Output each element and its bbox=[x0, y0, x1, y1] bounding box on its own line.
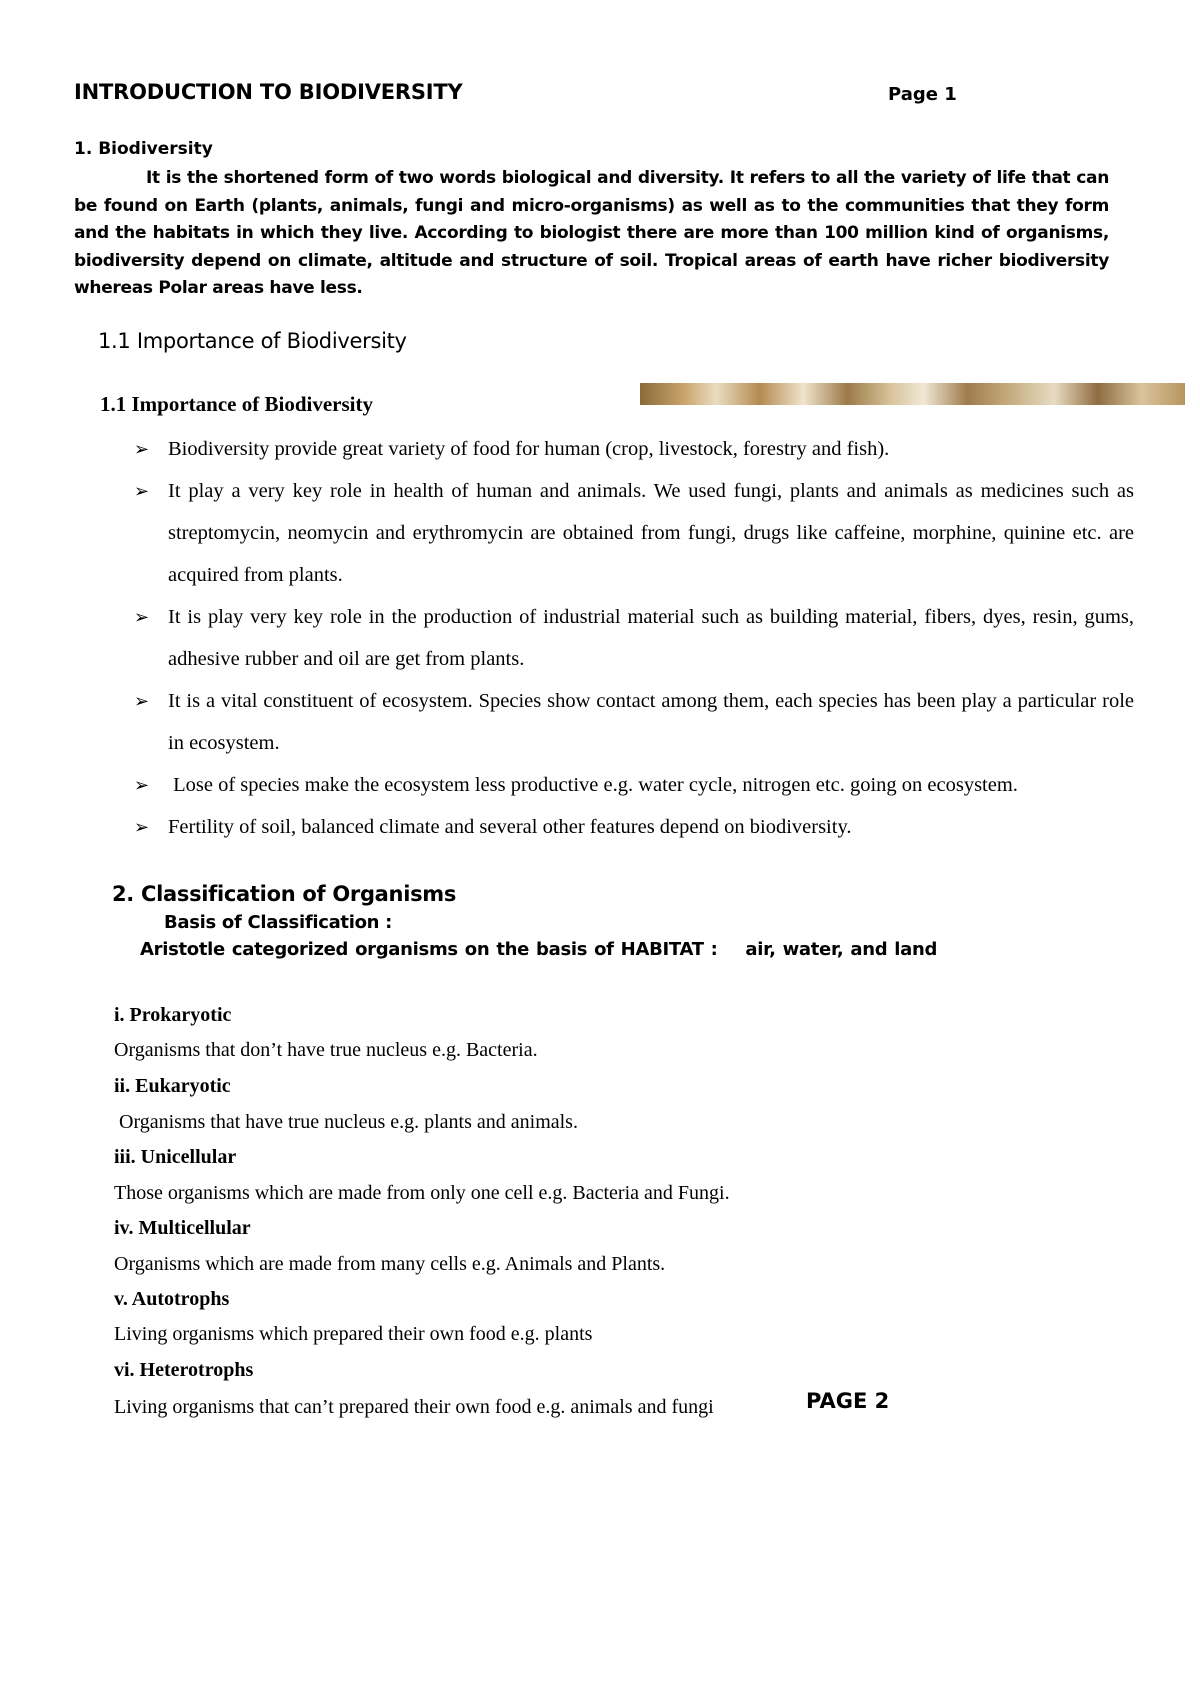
classification-title-heterotrophs: vi. Heterotrophs bbox=[114, 1359, 254, 1381]
classification-desc-multicellular: Organisms which are made from many cells e.g. Animals and Plants. bbox=[114, 1253, 666, 1275]
list-item bbox=[134, 764, 1134, 806]
bullet-text: Lose of species make the ecosystem less productive e.g. water cycle, nitrogen etc. going on ecosystem. bbox=[168, 774, 1018, 796]
basis-of-classification-label: Basis of Classification : bbox=[164, 912, 393, 933]
arrow-bullet-icon: ➢ bbox=[134, 775, 150, 795]
classification-desc-prokaryotic: Organisms that don’t have true nucleus e.g. Bacteria. bbox=[114, 1039, 538, 1061]
classification-title-autotrophs: v. Autotrophs bbox=[114, 1288, 230, 1310]
classification-title-unicellular: iii. Unicellular bbox=[114, 1146, 237, 1168]
list-item bbox=[134, 428, 1134, 470]
arrow-bullet-icon: ➢ bbox=[134, 817, 150, 837]
classification-desc-autotrophs: Living organisms which prepared their own food e.g. plants bbox=[114, 1323, 593, 1345]
list-item bbox=[134, 596, 1134, 680]
classification-title-multicellular: iv. Multicellular bbox=[114, 1217, 251, 1239]
arrow-bullet-icon: ➢ bbox=[134, 607, 150, 627]
classification-desc-unicellular: Those organisms which are made from only one cell e.g. Bacteria and Fungi. bbox=[114, 1182, 730, 1204]
list-item bbox=[134, 806, 1134, 848]
bullet-text: Fertility of soil, balanced climate and several other features depend on biodiversity. bbox=[168, 816, 852, 838]
section-heading-importance: 1.1 Importance of Biodiversity bbox=[98, 329, 407, 353]
aristotle-habitat-line: Aristotle categorized organisms on the basis of HABITAT : air, water, and land bbox=[140, 939, 938, 960]
arrow-bullet-icon: ➢ bbox=[134, 439, 150, 459]
section-heading-biodiversity: 1. Biodiversity bbox=[74, 139, 213, 159]
document-title: INTRODUCTION TO BIODIVERSITY bbox=[74, 80, 463, 104]
section-heading-classification: 2. Classification of Organisms bbox=[112, 882, 457, 906]
arrow-bullet-icon: ➢ bbox=[134, 691, 150, 711]
list-item bbox=[134, 470, 1134, 596]
bullet-text: Biodiversity provide great variety of food for human (crop, livestock, forestry and fish). bbox=[168, 438, 890, 460]
nature-photo-strip bbox=[640, 383, 1185, 405]
section-heading-importance-serif: 1.1 Importance of Biodiversity bbox=[100, 392, 373, 416]
list-item bbox=[134, 680, 1134, 764]
arrow-bullet-icon: ➢ bbox=[134, 481, 150, 501]
bullet-text: It is a vital constituent of ecosystem. Species show contact among them, each species has been play a particular role in ecosystem. bbox=[168, 690, 1134, 754]
classification-title-prokaryotic: i. Prokaryotic bbox=[114, 1004, 232, 1026]
classification-desc-eukaryotic: Organisms that have true nucleus e.g. plants and animals. bbox=[114, 1111, 578, 1133]
classification-desc-heterotrophs: Living organisms that can’t prepared their own food e.g. animals and fungi bbox=[114, 1396, 714, 1418]
bullet-text: It play a very key role in health of human and animals. We used fungi, plants and animals as medicines such as streptomycin, neomycin and erythromycin are obtained from fungi, drugs like caffeine, morphine, quinine etc. are acquired from plants. bbox=[168, 480, 1134, 586]
bullet-text: It is play very key role in the production of industrial material such as building material, fibers, dyes, resin, gums, adhesive rubber and oil are get from plants. bbox=[168, 606, 1134, 670]
classification-title-eukaryotic: ii. Eukaryotic bbox=[114, 1075, 231, 1097]
biodiversity-definition-paragraph: It is the shortened form of two words biological and diversity. It refers to all the variety of life that can be found on Earth (plants, animals, fungi and micro-organisms) as well as to the communities that they form and the habitats in which they live. According to biologist there are more than 100 million kind of organisms, biodiversity depend on climate, altitude and structure of soil. Tropical areas of earth have richer biodiversity whereas Polar areas have less. bbox=[74, 168, 1109, 298]
importance-bullet-list bbox=[134, 428, 1134, 848]
page-number-label: Page 1 bbox=[888, 84, 957, 105]
page-2-label: PAGE 2 bbox=[806, 1389, 890, 1413]
